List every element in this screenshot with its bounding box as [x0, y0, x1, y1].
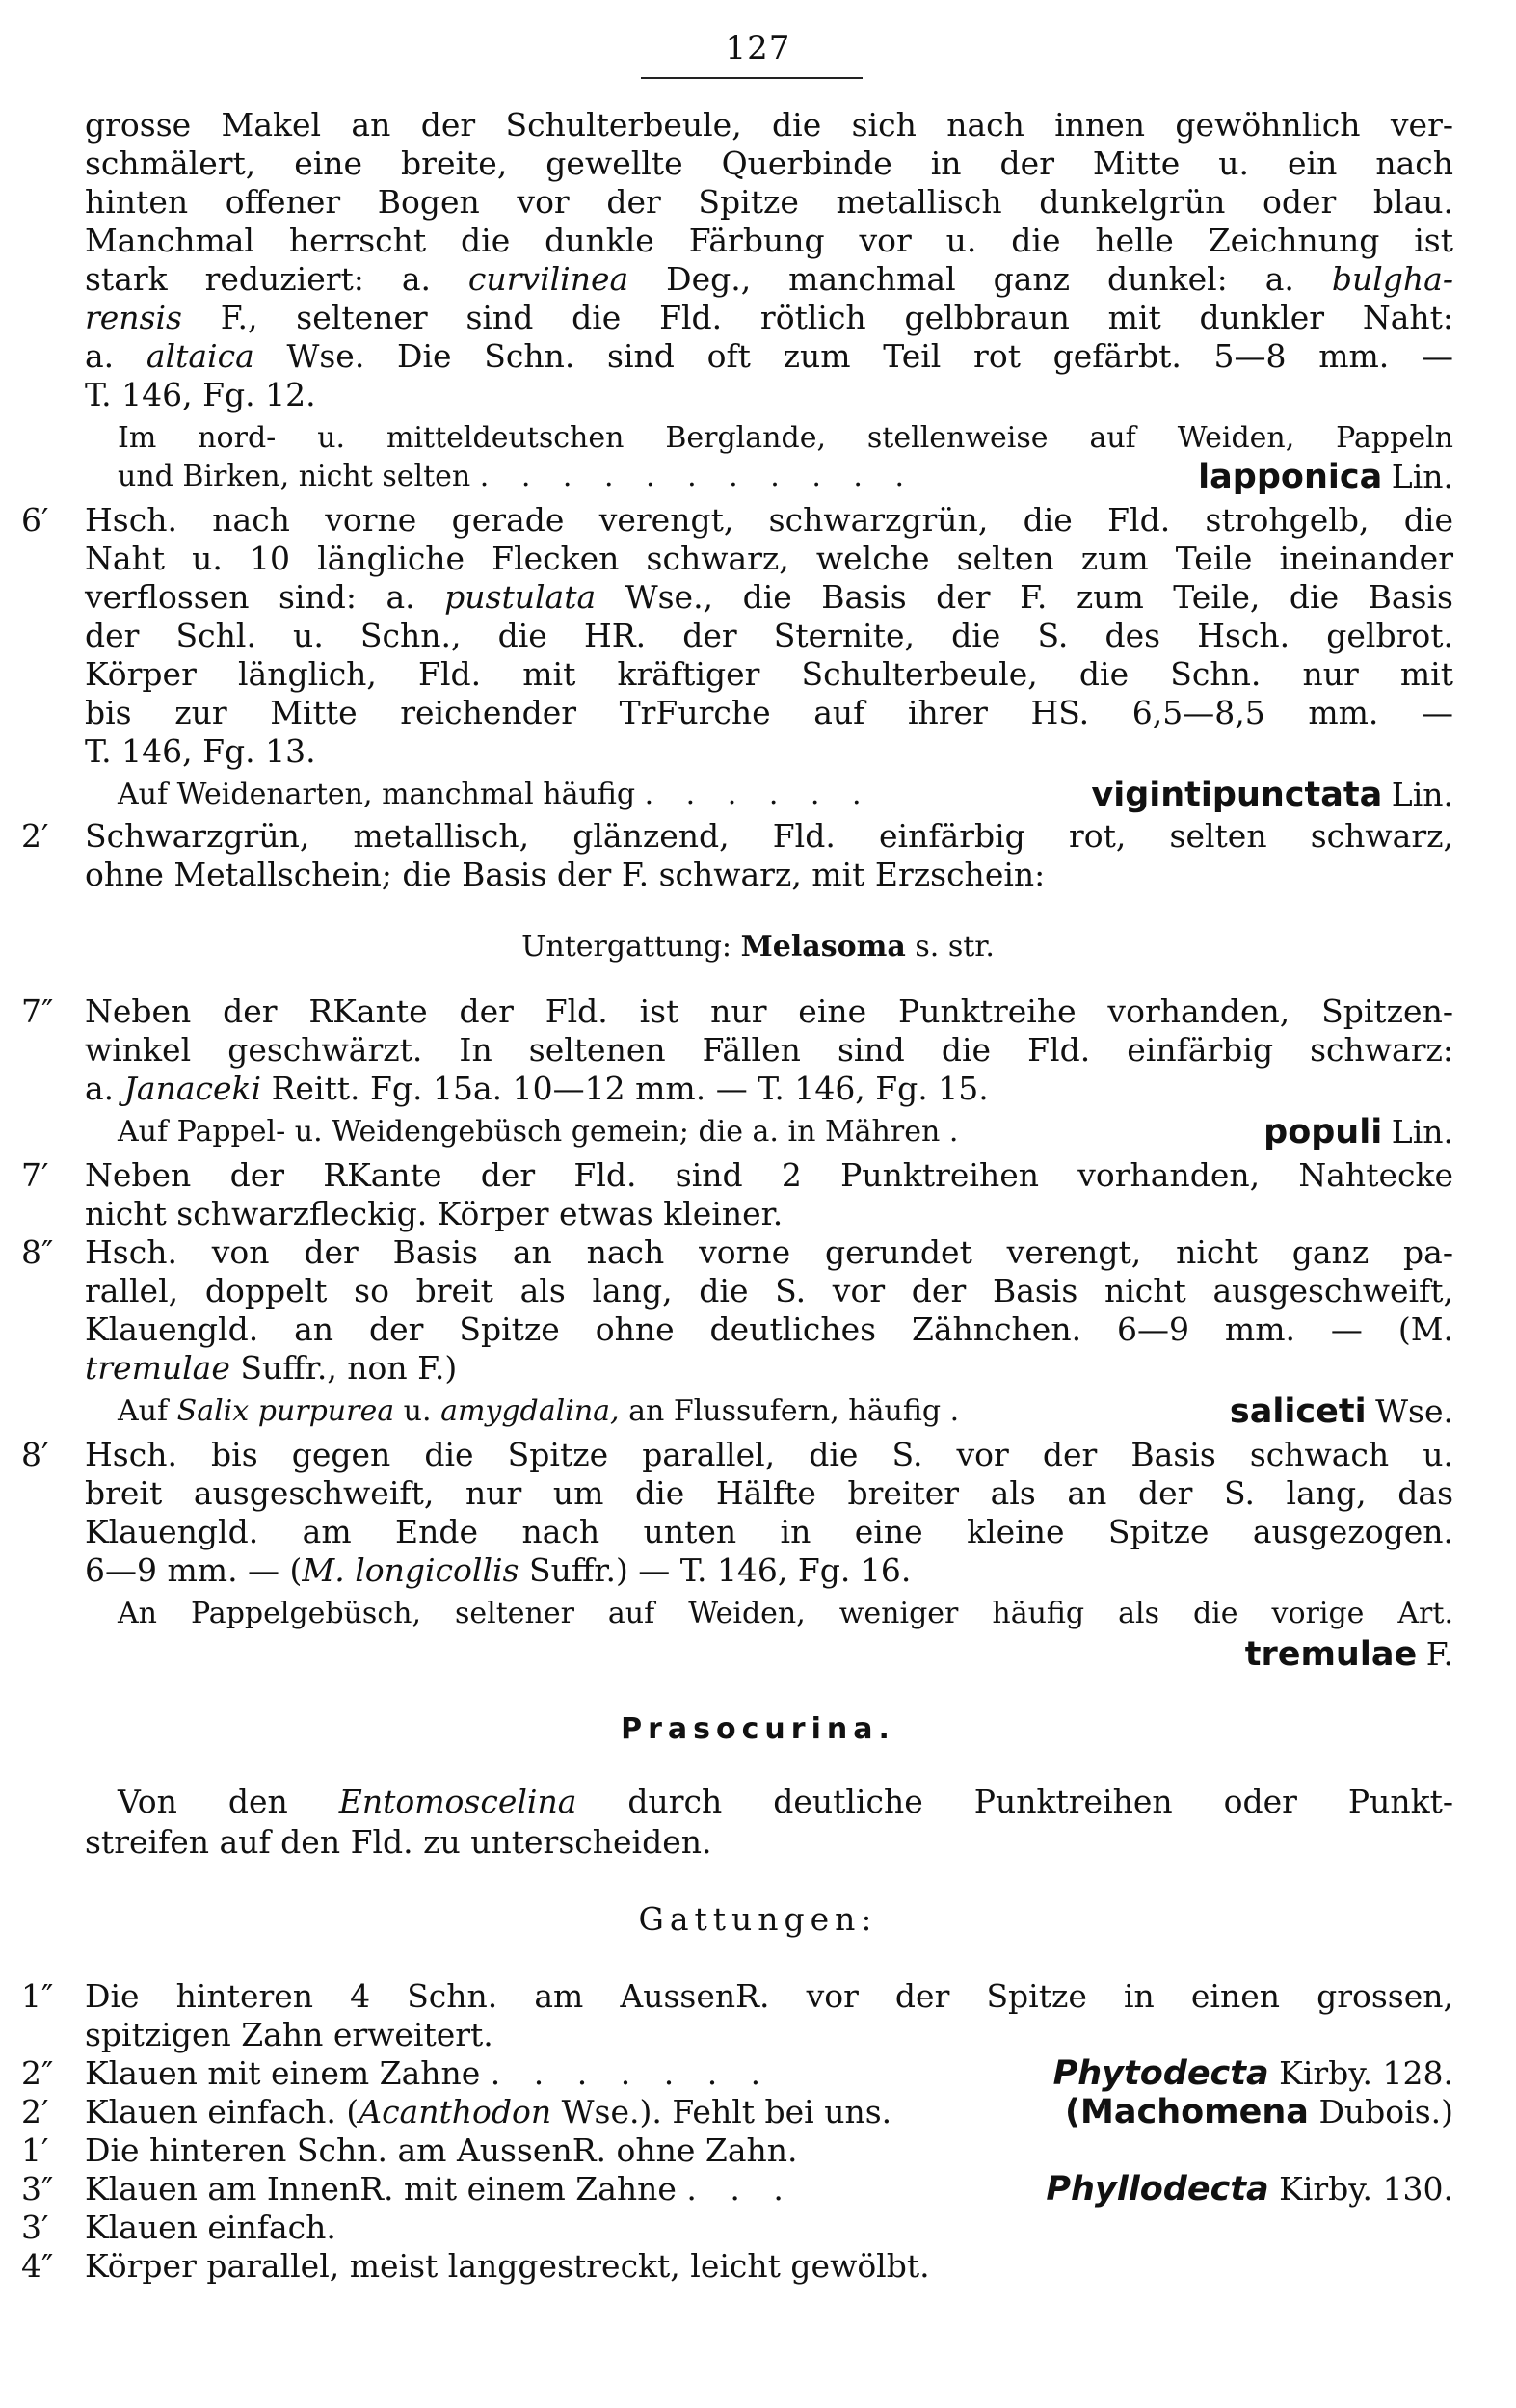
text-line: Hsch. bis gegen die Spitze parallel, die S. vor der Basis schwach u.	[85, 1436, 1453, 1473]
text-line: rallel, doppelt so breit als lang, die S. vor der Basis nicht ausgeschweift,	[85, 1272, 1453, 1310]
text-line: Klauen einfach.	[85, 2209, 336, 2246]
key-number: 3′	[21, 2209, 49, 2246]
variety-name: altaica	[146, 337, 254, 375]
key-number: 6′	[21, 501, 49, 539]
variety-name: rensis	[85, 299, 182, 336]
text-span: Wse.). Fehlt bei uns.	[561, 2093, 892, 2130]
species-author: Lin.	[1391, 1113, 1453, 1151]
leader-dots: .	[949, 1394, 971, 1428]
key-number: 2′	[21, 817, 49, 855]
text-line: streifen auf den Fld. zu unterscheiden.	[85, 1823, 712, 1861]
text-span: Klauen mit einem Zahne	[85, 2054, 481, 2092]
text-line: hinten offener Bogen vor der Spitze metallisch dunkelgrün oder blau.	[85, 183, 1453, 221]
text-line: breit ausgeschweift, nur um die Hälfte breiter als an der S. lang, das	[85, 1474, 1453, 1512]
leader-dots: . . . . . .	[644, 778, 873, 811]
header-rule	[641, 77, 863, 79]
text-line: Manchmal herrscht die dunkle Färbung vor u. die helle Zeichnung ist	[85, 222, 1453, 259]
text-line	[85, 1067, 1453, 1111]
species-entry	[1263, 1110, 1453, 1156]
text-span: Wse. Die Schn. sind oft zum Teil rot gefärbt. 5—8 mm. —	[286, 337, 1453, 375]
taxon-name: Entomoscelina	[338, 1783, 577, 1820]
genus-author: Kirby. 128.	[1279, 2054, 1453, 2092]
text-line: T. 146, Fg. 12.	[85, 376, 316, 413]
text-line: Körper länglich, Fld. mit kräftiger Schulterbeule, die Schn. nur mit	[85, 655, 1453, 693]
text-line	[118, 1780, 1453, 1824]
plant-name: amygdalina,	[440, 1394, 620, 1428]
text-span: 6—9 mm. — (	[85, 1551, 303, 1589]
genus-author: Dubois.)	[1318, 2093, 1453, 2130]
text-line: bis zur Mitte reichender TrFurche auf ihrer HS. 6,5—8,5 mm. —	[85, 694, 1453, 731]
species-author: Wse.	[1375, 1392, 1453, 1430]
key-number: 4″	[21, 2247, 54, 2285]
text-span: a.	[85, 1070, 115, 1107]
text-line: grosse Makel an der Schulterbeule, die sich nach innen gewöhnlich ver-	[85, 106, 1453, 144]
section-heading: Prasocurina.	[621, 1712, 895, 1746]
text-span: F., seltener sind die Fld. rötlich gelbbraun mit dunkler Naht:	[220, 299, 1453, 336]
text-line: Naht u. 10 längliche Flecken schwarz, welche selten zum Teile ineinander	[85, 540, 1453, 577]
species-name: saliceti	[1229, 1392, 1367, 1431]
text-span: Suffr.) — T. 146, Fg. 16.	[529, 1551, 912, 1589]
key-number: 1′	[21, 2131, 49, 2169]
text-line: Schwarzgrün, metallisch, glänzend, Fld. einfärbig rot, selten schwarz,	[85, 817, 1453, 855]
text-span: Suffr., non F.)	[240, 1349, 458, 1387]
text-span: Auf Pappel- u. Weidengebüsch gemein; die a. in Mähren	[118, 1115, 941, 1149]
text-line: Klauengld. an der Spitze ohne deutliches Zähnchen. 6—9 mm. — (M.	[85, 1310, 1453, 1348]
key-number: 1″	[21, 1977, 54, 2015]
text-line: der Schl. u. Schn., die HR. der Sternite, die S. des Hsch. gelbrot.	[85, 617, 1453, 654]
habitat-line: Im nord- u. mitteldeutschen Berglande, stellenweise auf Weiden, Pappeln	[118, 421, 1453, 455]
text-span: durch deutliche Punktreihen oder Punkt-	[627, 1783, 1454, 1820]
text-line: Neben der RKante der Fld. sind 2 Punktreihen vorhanden, Nahtecke	[85, 1156, 1453, 1194]
text-span: verflossen sind: a.	[85, 578, 415, 616]
habitat-line	[118, 1110, 1453, 1154]
subsection-heading: Gattungen:	[638, 1900, 878, 1938]
species-name: tremulae	[1244, 1635, 1418, 1674]
key-number: 8″	[21, 1233, 54, 1271]
text-line: Die hinteren 4 Schn. am AussenR. vor der Spitze in einen grossen,	[85, 1977, 1453, 2015]
text-span: und Birken, nicht selten	[118, 460, 471, 493]
text-line: Körper parallel, meist langgestreckt, leicht gewölbt.	[85, 2247, 930, 2285]
text-span: Klauen einfach. (	[85, 2093, 359, 2130]
species-entry	[1230, 1389, 1453, 1436]
variety-name: bulgha-	[1331, 260, 1453, 298]
text-line: Klauengld. am Ende nach unten in eine kleine Spitze ausgezogen.	[85, 1513, 1453, 1550]
habitat-line	[118, 1389, 1453, 1434]
variety-name: pustulata	[444, 578, 597, 616]
genus-name: Phyllodecta	[1046, 2170, 1269, 2209]
key-number: 3″	[21, 2170, 54, 2208]
habitat-line: An Pappelgebüsch, seltener auf Weiden, weniger häufig als die vorige Art.	[118, 1597, 1453, 1630]
species-name: vigintipunctata	[1091, 776, 1383, 814]
species-reference: tremulae	[85, 1349, 230, 1387]
taxon-name: Acanthodon	[359, 2093, 552, 2130]
species-entry	[1245, 1632, 1453, 1679]
text-line: T. 146, Fg. 13.	[85, 732, 316, 770]
habitat-line	[118, 455, 1453, 499]
key-number: 8′	[21, 1436, 49, 1473]
species-name: lapponica	[1198, 458, 1383, 496]
text-line: spitzigen Zahn erweitert.	[85, 2016, 493, 2053]
genus-name: Phytodecta	[1052, 2054, 1269, 2093]
text-line: schmälert, eine breite, gewellte Querbinde in der Mitte u. ein nach	[85, 145, 1453, 182]
text-line: Neben der RKante der Fld. ist nur eine Punktreihe vorhanden, Spitzen-	[85, 992, 1453, 1030]
leader-dots: . . .	[686, 2170, 795, 2208]
plant-name: Salix purpurea	[176, 1394, 395, 1428]
text-span: Von den	[118, 1783, 288, 1820]
species-entry	[1198, 455, 1453, 501]
subgenus-name: Melasoma	[740, 930, 906, 964]
species-name: populi	[1263, 1113, 1383, 1151]
leader-dots: . . . . . . . . . . .	[479, 460, 917, 493]
genus-name: (Machomena	[1065, 2093, 1309, 2131]
text-line: winkel geschwärzt. In seltenen Fällen sind die Fld. einfärbig schwarz:	[85, 1031, 1453, 1069]
text-line: nicht schwarzfleckig. Körper etwas kleiner.	[85, 1195, 784, 1232]
text-span: Klauen am InnenR. mit einem Zahne	[85, 2170, 677, 2208]
text-span: Reitt. Fg. 15a. 10—12 mm. — T. 146, Fg. 15.	[271, 1070, 989, 1107]
text-span: stark reduziert: a.	[85, 260, 431, 298]
key-number: 7″	[21, 992, 54, 1030]
text-line: Hsch. von der Basis an nach vorne gerundet verengt, nicht ganz pa-	[85, 1233, 1453, 1271]
key-number: 2″	[21, 2054, 54, 2092]
key-number: 2′	[21, 2093, 49, 2130]
text-line: Die hinteren Schn. am AussenR. ohne Zahn.	[85, 2131, 798, 2169]
text-line	[85, 1548, 1453, 1593]
key-number: 7′	[21, 1156, 49, 1194]
page-number: 127	[725, 29, 791, 67]
variety-name: Janaceki	[123, 1070, 262, 1107]
variety-name: curvilinea	[467, 260, 629, 298]
habitat-line	[118, 1632, 1453, 1677]
text-span: Deg., manchmal ganz dunkel: a.	[666, 260, 1294, 298]
species-reference: M. longicollis	[302, 1551, 519, 1589]
genus-author: Kirby. 130.	[1279, 2170, 1453, 2208]
text-span: an Flussufern, häufig	[628, 1394, 942, 1428]
text-span: s. str.	[915, 930, 995, 964]
text-span: Auf Weidenarten, manchmal häufig	[118, 778, 636, 811]
text-span: Auf	[118, 1394, 169, 1428]
text-span: u.	[403, 1394, 432, 1428]
text-line	[85, 1346, 1453, 1390]
text-span: Untergattung:	[521, 930, 732, 964]
species-author: Lin.	[1391, 776, 1453, 813]
habitat-line	[118, 773, 1453, 817]
leader-dots: .	[948, 1115, 971, 1149]
leader-dots: . . . . . . .	[490, 2054, 773, 2092]
text-line: Hsch. nach vorne gerade verengt, schwarzgrün, die Fld. strohgelb, die	[85, 501, 1453, 539]
species-entry	[1091, 773, 1453, 819]
text-line: ohne Metallschein; die Basis der F. schwarz, mit Erzschein:	[85, 856, 1046, 893]
subgenus-heading	[0, 925, 1516, 969]
text-span: a.	[85, 337, 115, 375]
species-author: F.	[1425, 1635, 1453, 1673]
text-span: Wse., die Basis der F. zum Teile, die Basis	[625, 578, 1453, 616]
species-author: Lin.	[1391, 458, 1453, 495]
